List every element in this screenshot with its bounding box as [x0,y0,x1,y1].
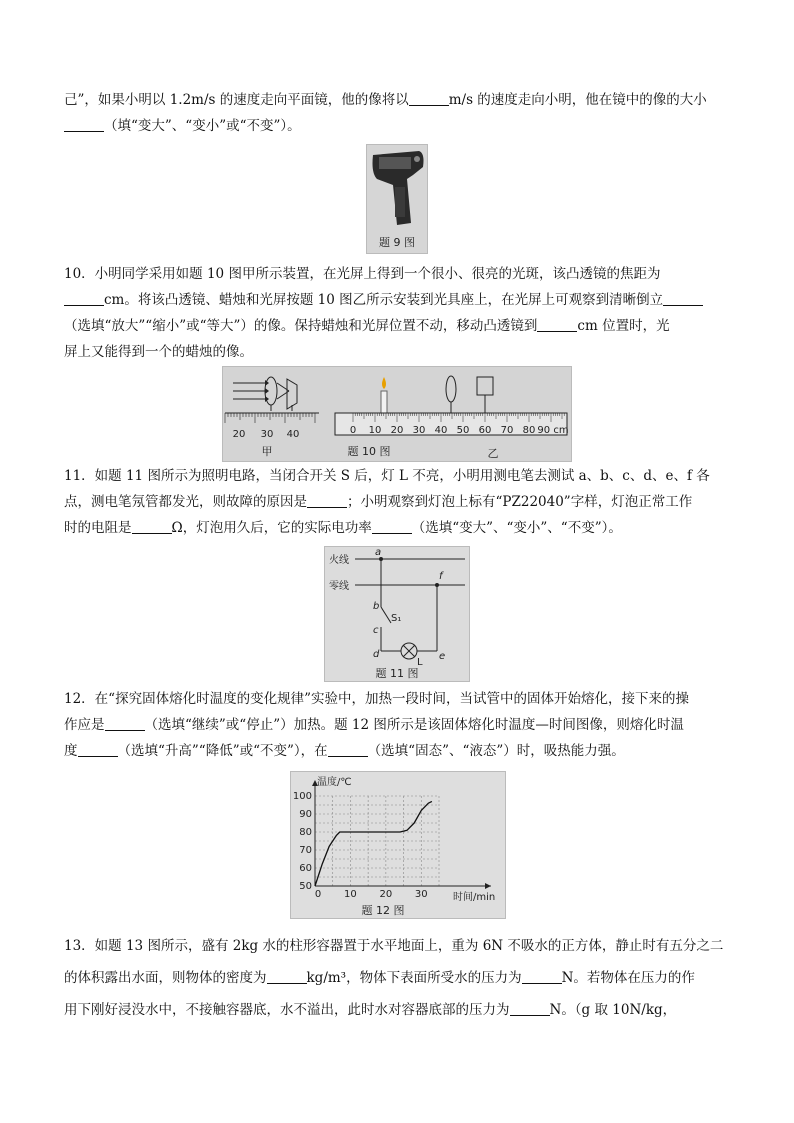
q12-caption: 题 12 图 [361,904,405,917]
q13-line2c: N。若物体在压力的作 [561,970,695,986]
y-tick-label: 80 [299,827,312,838]
scale-a-label: 20 [232,429,246,440]
chart-axes [312,780,491,889]
point-e: e [439,651,446,662]
q12-line3b: （选填“升高”“降低”或“不变”），在 [117,743,328,759]
fig-b-setup [381,376,493,413]
scale-b-label: 80 [522,425,536,436]
q13-line3a: 用下刚好浸没水中，不接触容器底，水不溢出，此时水对容器底部的压力为 [64,1002,510,1018]
q11-caption: 题 11 图 [375,667,419,680]
x-tick-label: 20 [379,889,393,900]
live-wire-label: 火线 [329,555,349,566]
chart-x-axis-label: 时间/min [453,892,496,903]
q13-text [64,930,730,1026]
scale-b-label: 0 [349,425,357,436]
answer-blank[interactable] [510,1001,550,1016]
fig-a-setup [233,377,297,411]
q10-line3a: （选填“放大”“缩小”或“等大”）的像。保持蜡烛和光屏位置不动，移动凸透镜到 [64,318,538,334]
answer-blank[interactable] [372,519,412,534]
q10-line4: 屏上又能得到一个的蜡烛的像。 [64,344,253,360]
thermometer-gun-image [367,145,427,253]
x-tick-label: 0 [314,889,322,900]
q11-line2a: 点，测电笔氖管都发光，则故障的原因是 [64,494,307,510]
q13-line2b: kg/m³，物体下表面所受水的压力为 [306,970,522,986]
answer-blank[interactable] [328,742,368,757]
q10-line2b: cm。将该凸透镜、蜡烛和光屏按题 10 图乙所示安装到光具座上，在光屏上可观察到清晰倒立 [104,292,664,308]
x-tick-label: 30 [414,889,428,900]
chart-grid [315,796,439,886]
fig-a-ruler [225,413,319,458]
point-d: d [373,649,380,660]
q11-line3c: （选填“变大”、“变小”、“不变”）。 [411,520,622,536]
q11-line1: 11．如题 11 图所示为照明电路，当闭合开关 S 后，灯 L 不亮，小明用测电笔去测试 a、b、c、d、e、f 各 [64,468,710,484]
answer-blank[interactable] [64,291,104,306]
y-tick-label: 60 [299,863,312,874]
q12-line2b: （选填“继续”或“停止”）加热。题 12 图所示是该固体熔化时温度—时间图像，则熔化时温 [144,717,684,733]
switch-label: S₁ [391,613,402,624]
point-f: f [439,571,443,582]
point-b: b [373,601,380,612]
melting-chart [291,772,505,918]
q10-line3b: cm 位置时，光 [577,318,670,334]
q12-figure [290,771,506,919]
x-axis-arrow [485,883,491,889]
chart-tick-labels [293,791,428,900]
q13-line2a: 的体积露出水面，则物体的密度为 [64,970,267,986]
q9-line1a: 己”，如果小明以 1.2m/s 的速度走向平面镜，他的像将以 [64,92,409,108]
x-tick-label: 10 [344,889,357,900]
y-tick-label: 70 [299,845,312,856]
answer-blank[interactable] [267,969,307,984]
answer-blank[interactable] [307,493,347,508]
fig-a-label: 甲 [261,445,273,458]
lamp-label: L [417,657,423,668]
q11-figure [324,546,470,682]
scale-b-label: 40 [434,425,448,436]
y-tick-label: 50 [299,881,312,892]
circuit-diagram [325,547,469,681]
point-c: c [373,625,379,636]
scale-b-label: 30 [412,425,426,436]
scale-a-label: 30 [260,429,274,440]
q11-line3a: 时的电阻是 [64,520,132,536]
scale-b-label: 70 [500,425,514,436]
answer-blank[interactable] [663,291,703,306]
answer-blank[interactable] [522,969,562,984]
answer-blank[interactable] [409,91,449,106]
q13-line3b: N。（g 取 10N/kg， [549,1002,677,1018]
q12-line3c: （选填“固态”、“液态”）时，吸热能力强。 [367,743,625,759]
q13-line1: 13．如题 13 图所示，盛有 2kg 水的柱形容器置于水平地面上，重为 6N 不吸水的正方体，静止时有五分之二 [64,938,724,954]
q11-line2b: ；小明观察到灯泡上标有“PZ22040”字样，灯泡正常工作 [347,494,693,510]
q12-line1: 12．在“探究固体熔化时温度的变化规律”实验中，加热一段时间，当试管中的固体开始熔化，接下来的操 [64,691,689,707]
scale-b-label: 60 [478,425,492,436]
fig-b-label: 乙 [487,447,499,460]
q10-text [64,261,730,365]
q11-text [64,463,730,541]
y-tick-label: 100 [292,791,312,802]
q10-figure [222,366,572,462]
answer-blank[interactable] [78,742,118,757]
scale-b-label: 90 cm [537,425,569,436]
q9-line1b: m/s 的速度走向小明，他在镜中的像的大小 [448,92,707,108]
answer-blank[interactable] [537,317,577,332]
q10-caption: 题 10 图 [347,445,391,458]
optical-bench-diagram [223,367,571,461]
q10-line1: 10．小明同学采用如题 10 图甲所示装置，在光屏上得到一个很小、很亮的光斑，该凸透镜的焦距为 [64,266,661,282]
answer-blank[interactable] [132,519,172,534]
q12-text [64,686,730,764]
chart-y-axis-label: 温度/℃ [317,777,352,788]
scale-b-label: 20 [390,425,404,436]
neutral-wire-label: 零线 [329,581,349,592]
point-a: a [375,547,382,558]
answer-blank[interactable] [105,716,145,731]
fig-b-ruler [335,413,569,460]
y-tick-label: 90 [299,809,312,820]
q12-line2a: 作应是 [64,717,105,733]
q9-caption: 题 9 图 [379,236,415,249]
scale-b-label: 50 [456,425,470,436]
q9-line2b: （填“变大”、“变小”或“不变”）。 [104,118,301,134]
scale-a-label: 40 [286,429,300,440]
q9-figure [366,144,428,254]
scale-b-label: 10 [368,425,382,436]
answer-blank[interactable] [64,117,104,132]
switch-s1 [381,607,391,623]
q9-text [64,87,730,139]
q11-line3b: Ω，灯泡用久后，它的实际电功率 [171,520,372,536]
q12-line3a: 度 [64,743,78,759]
